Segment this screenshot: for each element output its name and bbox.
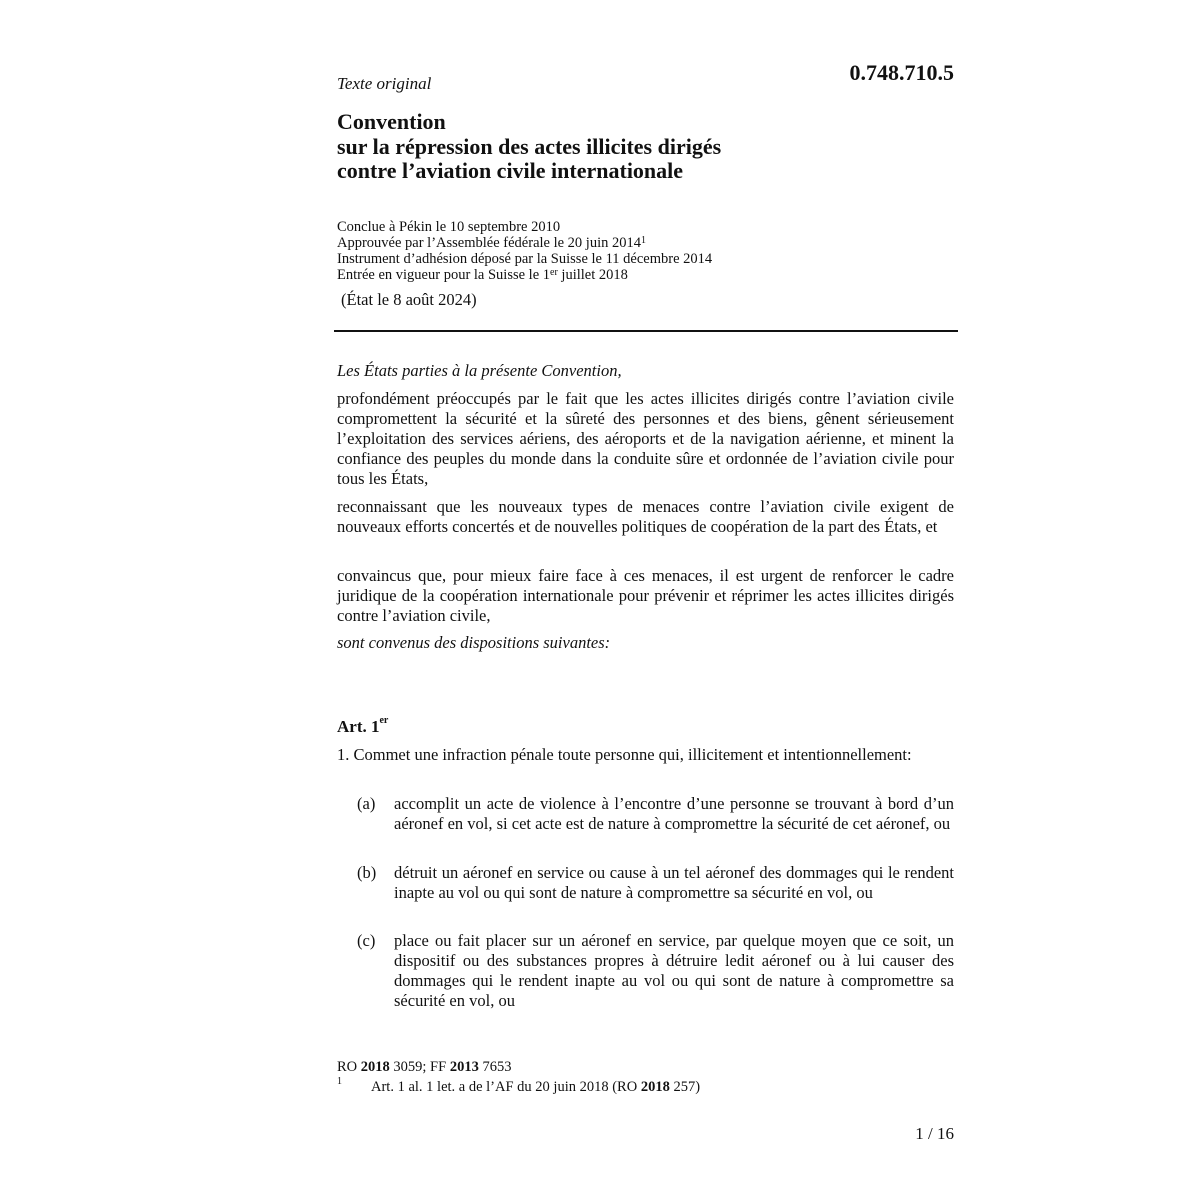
title-line-2: sur la répression des actes illicites dirigés — [337, 133, 722, 159]
footnote-1-year: 2018 — [640, 1079, 670, 1095]
ref-ff-page: 7653 — [478, 1059, 512, 1075]
item-label: (a) — [357, 794, 376, 813]
item-text: place ou fait placer sur un aéronef en service, par quelque moyen que ce soit, un dispositif ou des substances propres à détruire ledit aéronef ou à lui causer des dommages qui le rendent inapte au vol ou qui sont de nature à compromettre sa sécurité en vol, ou — [394, 931, 954, 1010]
page-number: 1 / 16 — [915, 1124, 954, 1143]
etat-date: (État le 8 août 2024) — [341, 290, 477, 309]
header-divider — [334, 330, 958, 332]
publication-reference — [337, 1059, 511, 1076]
item-text: détruit un aéronef en service ou cause à un tel aéronef des dommages qui le rendent inapte au vol ou qui sont de nature à compromettre sa sécurité en vol, ou — [394, 863, 954, 902]
meta-entree — [337, 267, 712, 283]
meta-instrument: Instrument d’adhésion déposé par la Suisse le 11 décembre 2014 — [337, 251, 713, 267]
article-1-title-sup: er — [379, 715, 389, 726]
rs-number: 0.748.710.5 — [849, 60, 954, 85]
meta-entree-sup: er — [550, 267, 558, 278]
item-text: accomplit un acte de violence à l’encontre d’une personne se trouvant à bord d’un aéronef en vol, si cet acte est de nature à compromettre la sécurité de cet aéronef, ou — [394, 794, 954, 833]
meta-approuvee — [337, 235, 712, 251]
texte-original-label: Texte original — [337, 74, 432, 93]
document-title — [337, 110, 721, 184]
article-1-title: Art. 1 — [337, 717, 380, 736]
meta-entree-suffix: juillet 2018 — [557, 267, 628, 283]
preamble-paragraph-3: convaincus que, pour mieux faire face à ces menaces, il est urgent de renforcer le cadre juridique de la coopération internationale pour prévenir et réprimer les actes illicites dirigés contre l’aviation civile, — [337, 566, 954, 625]
ref-ro-page: 3059; FF — [389, 1059, 450, 1075]
article-1-paragraph-1: 1. Commet une infraction pénale toute personne qui, illicitement et intentionnellement: — [337, 745, 912, 764]
meta-approuvee-text: Approuvée par l’Assemblée fédérale le 20 juin 2014 — [337, 235, 641, 251]
footnote-1-number: 1 — [337, 1076, 342, 1087]
title-line-1: Convention — [337, 109, 446, 134]
article-1-heading — [337, 717, 388, 737]
ref-ro-year: 2018 — [360, 1059, 390, 1075]
preamble-intro: Les États parties à la présente Convention, — [337, 361, 622, 380]
document-meta — [337, 219, 712, 283]
item-label: (c) — [357, 931, 376, 950]
meta-entree-prefix: Entrée en vigueur pour la Suisse le 1 — [337, 267, 551, 283]
footnote-marker: 1 — [641, 235, 646, 246]
ref-ro-label: RO — [337, 1059, 361, 1075]
footnote-1-suffix: 257) — [669, 1079, 701, 1095]
ref-ff-year: 2013 — [449, 1059, 479, 1075]
preamble-paragraph-2: reconnaissant que les nouveaux types de menaces contre l’aviation civile exigent de nouveaux efforts concertés et de nouvelles politiques de coopération de la part des États, et — [337, 497, 954, 536]
preamble-closing: sont convenus des dispositions suivantes: — [337, 633, 611, 652]
title-line-3: contre l’aviation civile internationale — [337, 158, 684, 183]
item-label: (b) — [357, 863, 377, 882]
footnote-1-text — [371, 1079, 700, 1096]
preamble-paragraph-1: profondément préoccupés par le fait que les actes illicites dirigés contre l’aviation civile compromettent la sécurité et la sûreté des personnes et des biens, gênent sérieusement l’exploitation des services aériens, des aéroports et de la navigation aérienne, et minent la confiance des peuples du monde dans la conduite sûre et ordonnée de l’aviation civile pour tous les États, — [337, 389, 954, 488]
meta-conclue: Conclue à Pékin le 10 septembre 2010 — [337, 219, 561, 235]
footnote-1-prefix: Art. 1 al. 1 let. a de l’AF du 20 juin 2018 (RO — [371, 1079, 641, 1095]
